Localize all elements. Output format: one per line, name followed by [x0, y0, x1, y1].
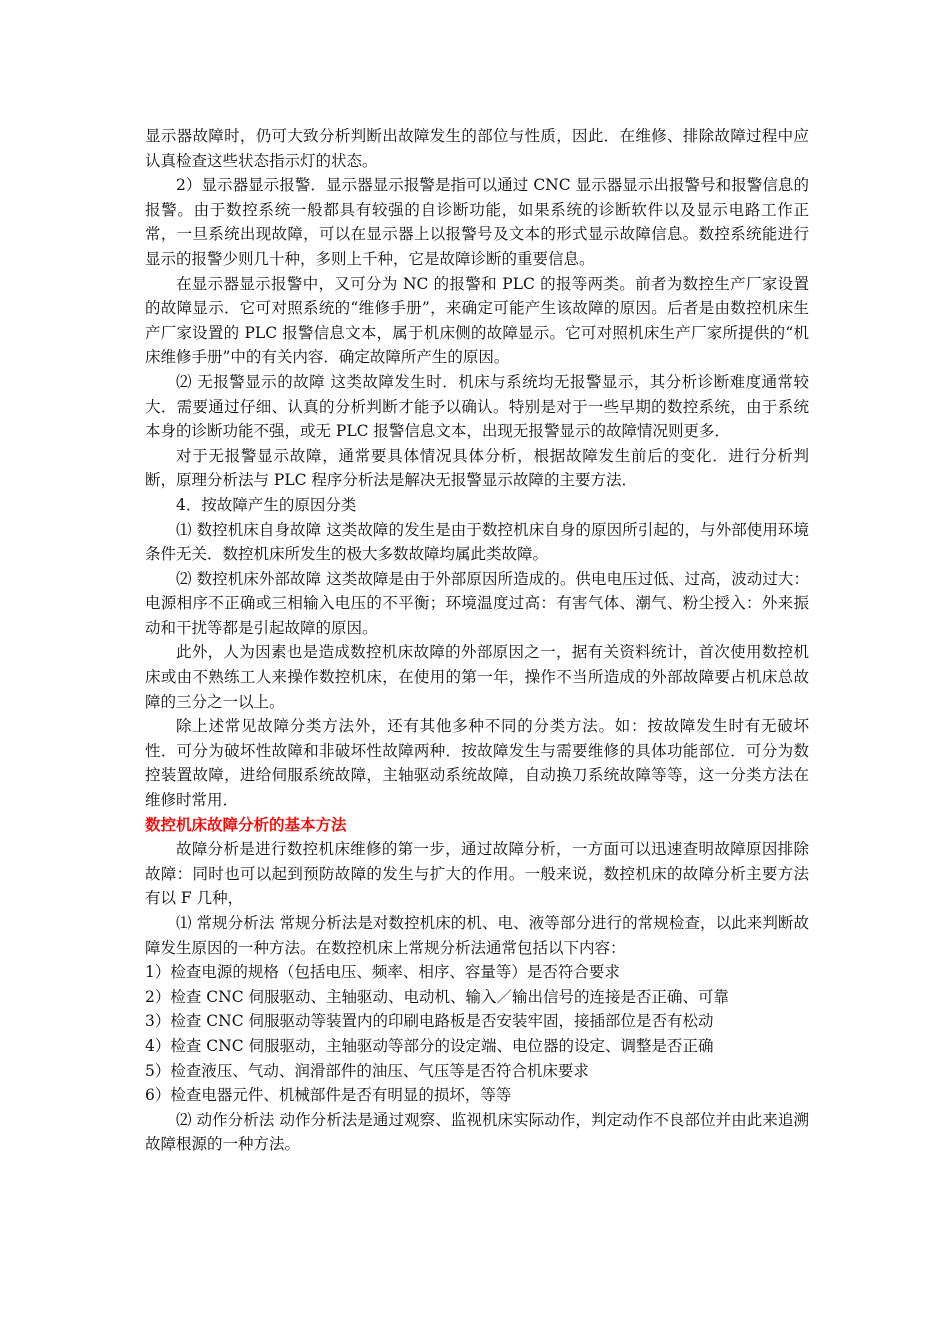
- checklist-item: 6）检查电器元件、机械部件是否有明显的损坏，等等: [145, 1086, 512, 1105]
- paragraph-nc-plc-alarm: 在显示器显示报警中，又可分为 NC 的报警和 PLC 的报等两类。前者为数控生产厂家设置的故障显示．它可对照系统的“维修手册”，来确定可能产生该故障的原因。后者是由数控机床生产厂家设置的 PLC 报警信息文本，属于机床侧的故障显示。它可对照机床生产厂家所提供的“机床维修手册”中的有关内容．确定故障所产生的原因。: [145, 274, 809, 367]
- subheading-cause-classification: 4．按故障产生的原因分类: [176, 495, 357, 514]
- checklist-item: 5）检查液压、气动、润滑部件的油压、气压等是否符合机床要求: [145, 1061, 589, 1080]
- paragraph-routine-analysis: ⑴ 常规分析法 常规分析法是对数控机床的机、电、液等部分进行的常规检查，以此来判断故障发生原因的一种方法。在数控机床上常规分析法通常包括以下内容：: [145, 914, 809, 957]
- paragraph-action-analysis: ⑵ 动作分析法 动作分析法是通过观察、监视机床实际动作，判定动作不良部位并由此来追溯故障根源的一种方法。: [145, 1110, 809, 1154]
- paragraph-no-alarm-fault: ⑵ 无报警显示的故障 这类故障发生时．机床与系统均无报警显示，其分析诊断难度通常较大．需要通过仔细、认真的分析判断才能予以确认。特别是对于一些早期的数控系统，由于系统本身的诊断功能不强，或无 PLC 报警信息文本，出现无报警显示的故障情况则更多．: [145, 372, 809, 441]
- paragraph-fault-analysis-intro: 故障分析是进行数控机床维修的第一步，通过故障分析，一方面可以迅速查明故障原因排除故障：同时也可以起到预防故障的发生与扩大的作用。一般来说，数控机床的故障分析主要方法有以 F 几种，: [145, 840, 809, 908]
- checklist-item: 2）检查 CNC 伺服驱动、主轴驱动、电动机、输入／输出信号的连接是否正确、可靠: [145, 987, 729, 1006]
- section-heading: 数控机床故障分析的基本方法: [145, 814, 347, 834]
- checklist-item: 3）检查 CNC 伺服驱动等装置内的印刷电路板是否安装牢固，接插部位是否有松动: [145, 1012, 714, 1031]
- document-body: [145, 124, 809, 1157]
- paragraph-no-alarm-analysis: 对于无报警显示故障，通常要具体情况具体分析，根据故障发生前后的变化．进行分析判断，原理分析法与 PLC 程序分析法是解决无报警显示故障的主要方法．: [145, 446, 809, 490]
- paragraph-display-alarm: 2）显示器显示报警．显示器显示报警是指可以通过 CNC 显示器显示出报警号和报警信息的报警。由于数控系统一般都具有较强的自诊断功能，如果系统的诊断软件以及显示电路工作正常，一旦系统出现故障，可以在显示器上以报警号及文本的形式显示故障信息。数控系统能进行显示的报警少则几十种，多则上千种，它是故障诊断的重要信息。: [145, 176, 809, 268]
- paragraph-human-factor: 此外，人为因素也是造成数控机床故障的外部原因之一，据有关资料统计，首次使用数控机床或由不熟练工人来操作数控机床，在使用的第一年，操作不当所造成的外部故障要占机床总故障的三分之一以上。: [145, 643, 809, 711]
- checklist-item: 4）检查 CNC 伺服驱动，主轴驱动等部分的设定端、电位器的设定、调整是否正确: [145, 1036, 714, 1055]
- paragraph-internal-fault: ⑴ 数控机床自身故障 这类故障的发生是由于数控机床自身的原因所引起的，与外部使用环境条件无关．数控机床所发生的极大多数故障均属此类故障。: [145, 520, 809, 564]
- paragraph-continuation: 显示器故障时，仍可大致分析判断出故障发生的部位与性质，因此．在维修、排除故障过程中应认真检查这些状态指示灯的状态。: [145, 127, 809, 170]
- paragraph-other-classification: 除上述常见故障分类方法外，还有其他多种不同的分类方法。如：按故障发生时有无破坏性．可分为破坏性故障和非破坏性故障两种．按故障发生与需要维修的具体功能部位．可分为数控装置故障，进给伺服系统故障，主轴驱动系统故障，自动换刀系统故障等等，这一分类方法在维修时常用．: [145, 717, 809, 810]
- checklist-item: 1）检查电源的规格（包括电压、频率、相序、容量等）是否符合要求: [145, 963, 620, 982]
- paragraph-external-fault: ⑵ 数控机床外部故障 这类故障是由于外部原因所造成的。供电电压过低、过高，波动过大：电源相序不正确或三相输入电压的不平衡；环境温度过高：有害气体、潮气、粉尘授入：外来振动和干扰等都是引起故障的原因。: [145, 569, 809, 637]
